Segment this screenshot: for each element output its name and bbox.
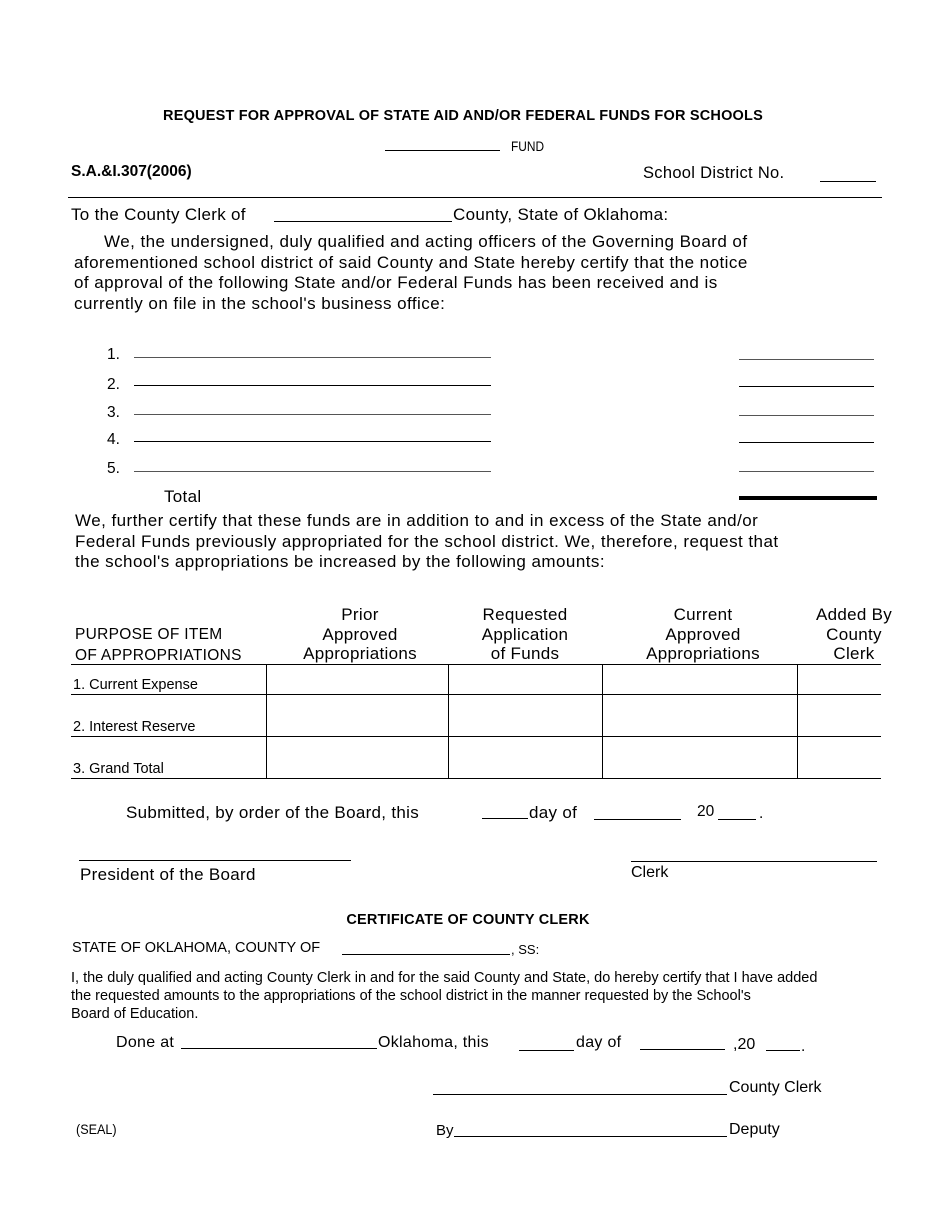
further-certify-paragraph (75, 511, 925, 573)
clerk-signature-line[interactable] (631, 861, 877, 862)
president-signature-line[interactable] (79, 860, 351, 861)
header-line: Approved (665, 624, 741, 644)
certificate-period: . (801, 1038, 806, 1055)
certificate-month-blank[interactable] (640, 1049, 725, 1050)
to-county-clerk-label: To the County Clerk of (71, 205, 246, 224)
header-line: Application (481, 624, 569, 644)
paragraph-line: We, the undersigned, duly qualified and acting officers of the Governing Board of (104, 232, 748, 251)
fund-item-name-blank[interactable] (134, 414, 491, 415)
fund-item-number: 2. (107, 376, 120, 393)
table-row-rule (71, 778, 881, 779)
fund-label: FUND (511, 138, 545, 154)
current-approved-column-header (605, 605, 801, 664)
header-line: Added By (815, 605, 893, 624)
header-line: Clerk (833, 644, 875, 663)
prior-approved-column-header (270, 605, 450, 664)
paragraph-line: I, the duly qualified and acting County Clerk in and for the said County and State, do hereby certify that I have added (71, 970, 818, 986)
fund-item-name-blank[interactable] (134, 357, 491, 358)
school-district-label: School District No. (643, 164, 785, 182)
table-cell-added-grand-total[interactable] (798, 737, 880, 778)
table-cell-prior-current-expense[interactable] (267, 665, 447, 694)
table-cell-requested-interest-reserve[interactable] (449, 695, 601, 736)
paragraph-line: currently on file in the school's business office: (74, 294, 446, 314)
header-line: Current (673, 605, 733, 624)
paragraph-line: the requested amounts to the appropriations of the school district in the manner requested by the School's (71, 988, 751, 1004)
table-row-label: 2. Interest Reserve (73, 719, 196, 735)
fund-item-name-blank[interactable] (134, 441, 491, 442)
school-district-number-blank[interactable] (820, 181, 876, 182)
certificate-title: CERTIFICATE OF COUNTY CLERK (346, 912, 590, 928)
fund-item-name-blank[interactable] (134, 385, 491, 386)
submitted-year-blank[interactable] (718, 819, 756, 820)
header-divider (68, 197, 882, 198)
done-at-label: Done at (116, 1034, 175, 1051)
fund-total-label: Total (164, 487, 202, 506)
header-line: Appropriations (646, 644, 760, 663)
table-cell-current-current-expense[interactable] (603, 665, 796, 694)
deputy-signature-line[interactable] (454, 1136, 727, 1137)
county-clerk-label: County Clerk (729, 1079, 822, 1096)
header-line: Approved (322, 624, 398, 644)
form-code: S.A.&I.307(2006) (71, 163, 192, 180)
paragraph-line: We, further certify that these funds are in addition to and in excess of the State and/or (75, 511, 759, 530)
certificate-day-blank[interactable] (519, 1050, 574, 1051)
fund-item-amount-blank[interactable] (739, 442, 874, 443)
certification-paragraph (74, 232, 894, 315)
form-title: REQUEST FOR APPROVAL OF STATE AID AND/OR FEDERAL FUNDS FOR SCHOOLS (163, 108, 763, 124)
submitted-day-of-label: day of (529, 803, 578, 822)
fund-name-blank[interactable] (385, 150, 500, 151)
paragraph-line: aforementioned school district of said County and State hereby certify that the notice (74, 252, 748, 272)
submitted-month-blank[interactable] (594, 819, 681, 820)
table-cell-current-grand-total[interactable] (603, 737, 796, 778)
submitted-by-board-label: Submitted, by order of the Board, this (126, 803, 419, 822)
submitted-period: . (759, 805, 764, 822)
county-clerk-signature-line[interactable] (433, 1094, 727, 1095)
table-cell-prior-grand-total[interactable] (267, 737, 447, 778)
table-cell-prior-interest-reserve[interactable] (267, 695, 447, 736)
paragraph-line: of approval of the following State and/or Federal Funds has been received and is (74, 273, 718, 293)
fund-item-amount-blank[interactable] (739, 471, 874, 472)
submitted-year-prefix: 20 (697, 803, 715, 820)
fund-item-number: 5. (107, 460, 120, 477)
ss-label: , SS: (511, 942, 540, 957)
fund-item-number: 1. (107, 346, 120, 363)
header-line: OF APPROPRIATIONS (75, 647, 242, 664)
fund-item-number: 3. (107, 404, 120, 421)
header-line: Appropriations (303, 644, 417, 663)
fund-item-number: 4. (107, 431, 120, 448)
certificate-year-blank[interactable] (766, 1050, 800, 1051)
fund-total-amount-blank[interactable] (739, 496, 877, 500)
certificate-year-prefix: ,20 (733, 1036, 756, 1053)
table-row-label: 3. Grand Total (73, 761, 164, 777)
state-county-label: STATE OF OKLAHOMA, COUNTY OF (72, 940, 321, 956)
fund-item-amount-blank[interactable] (739, 415, 874, 416)
paragraph-line: Board of Education. (71, 1006, 199, 1022)
clerk-label: Clerk (631, 864, 669, 881)
header-line: Requested (482, 605, 568, 624)
oklahoma-this-label: Oklahoma, this (378, 1034, 489, 1051)
header-line: County (826, 624, 882, 644)
fund-item-amount-blank[interactable] (739, 359, 874, 360)
table-row-label: 1. Current Expense (73, 677, 198, 693)
paragraph-line: the school's appropriations be increased by the following amounts: (75, 552, 606, 572)
certificate-day-of-label: day of (576, 1034, 622, 1051)
certificate-county-blank[interactable] (342, 954, 510, 955)
table-cell-requested-grand-total[interactable] (449, 737, 601, 778)
header-line: PURPOSE OF ITEM (75, 626, 223, 643)
deputy-label: Deputy (729, 1121, 780, 1138)
table-cell-added-interest-reserve[interactable] (798, 695, 880, 736)
purpose-column-header (75, 624, 242, 666)
county-state-label: County, State of Oklahoma: (453, 205, 669, 224)
requested-column-header (450, 605, 600, 664)
county-name-blank[interactable] (274, 221, 452, 222)
by-label: By (436, 1122, 454, 1139)
table-cell-requested-current-expense[interactable] (449, 665, 601, 694)
submitted-day-blank[interactable] (482, 818, 528, 819)
added-by-clerk-column-header (802, 605, 906, 664)
table-cell-added-current-expense[interactable] (798, 665, 880, 694)
header-line: Prior (341, 605, 379, 624)
done-at-place-blank[interactable] (181, 1048, 377, 1049)
certificate-paragraph (71, 969, 817, 1023)
fund-item-amount-blank[interactable] (739, 386, 874, 387)
president-of-board-label: President of the Board (80, 865, 256, 884)
header-line: of Funds (490, 644, 560, 663)
paragraph-line: Federal Funds previously appropriated for the school district. We, therefore, request that (75, 531, 779, 551)
fund-item-name-blank[interactable] (134, 471, 491, 472)
table-cell-current-interest-reserve[interactable] (603, 695, 796, 736)
seal-label: (SEAL) (76, 1121, 117, 1137)
